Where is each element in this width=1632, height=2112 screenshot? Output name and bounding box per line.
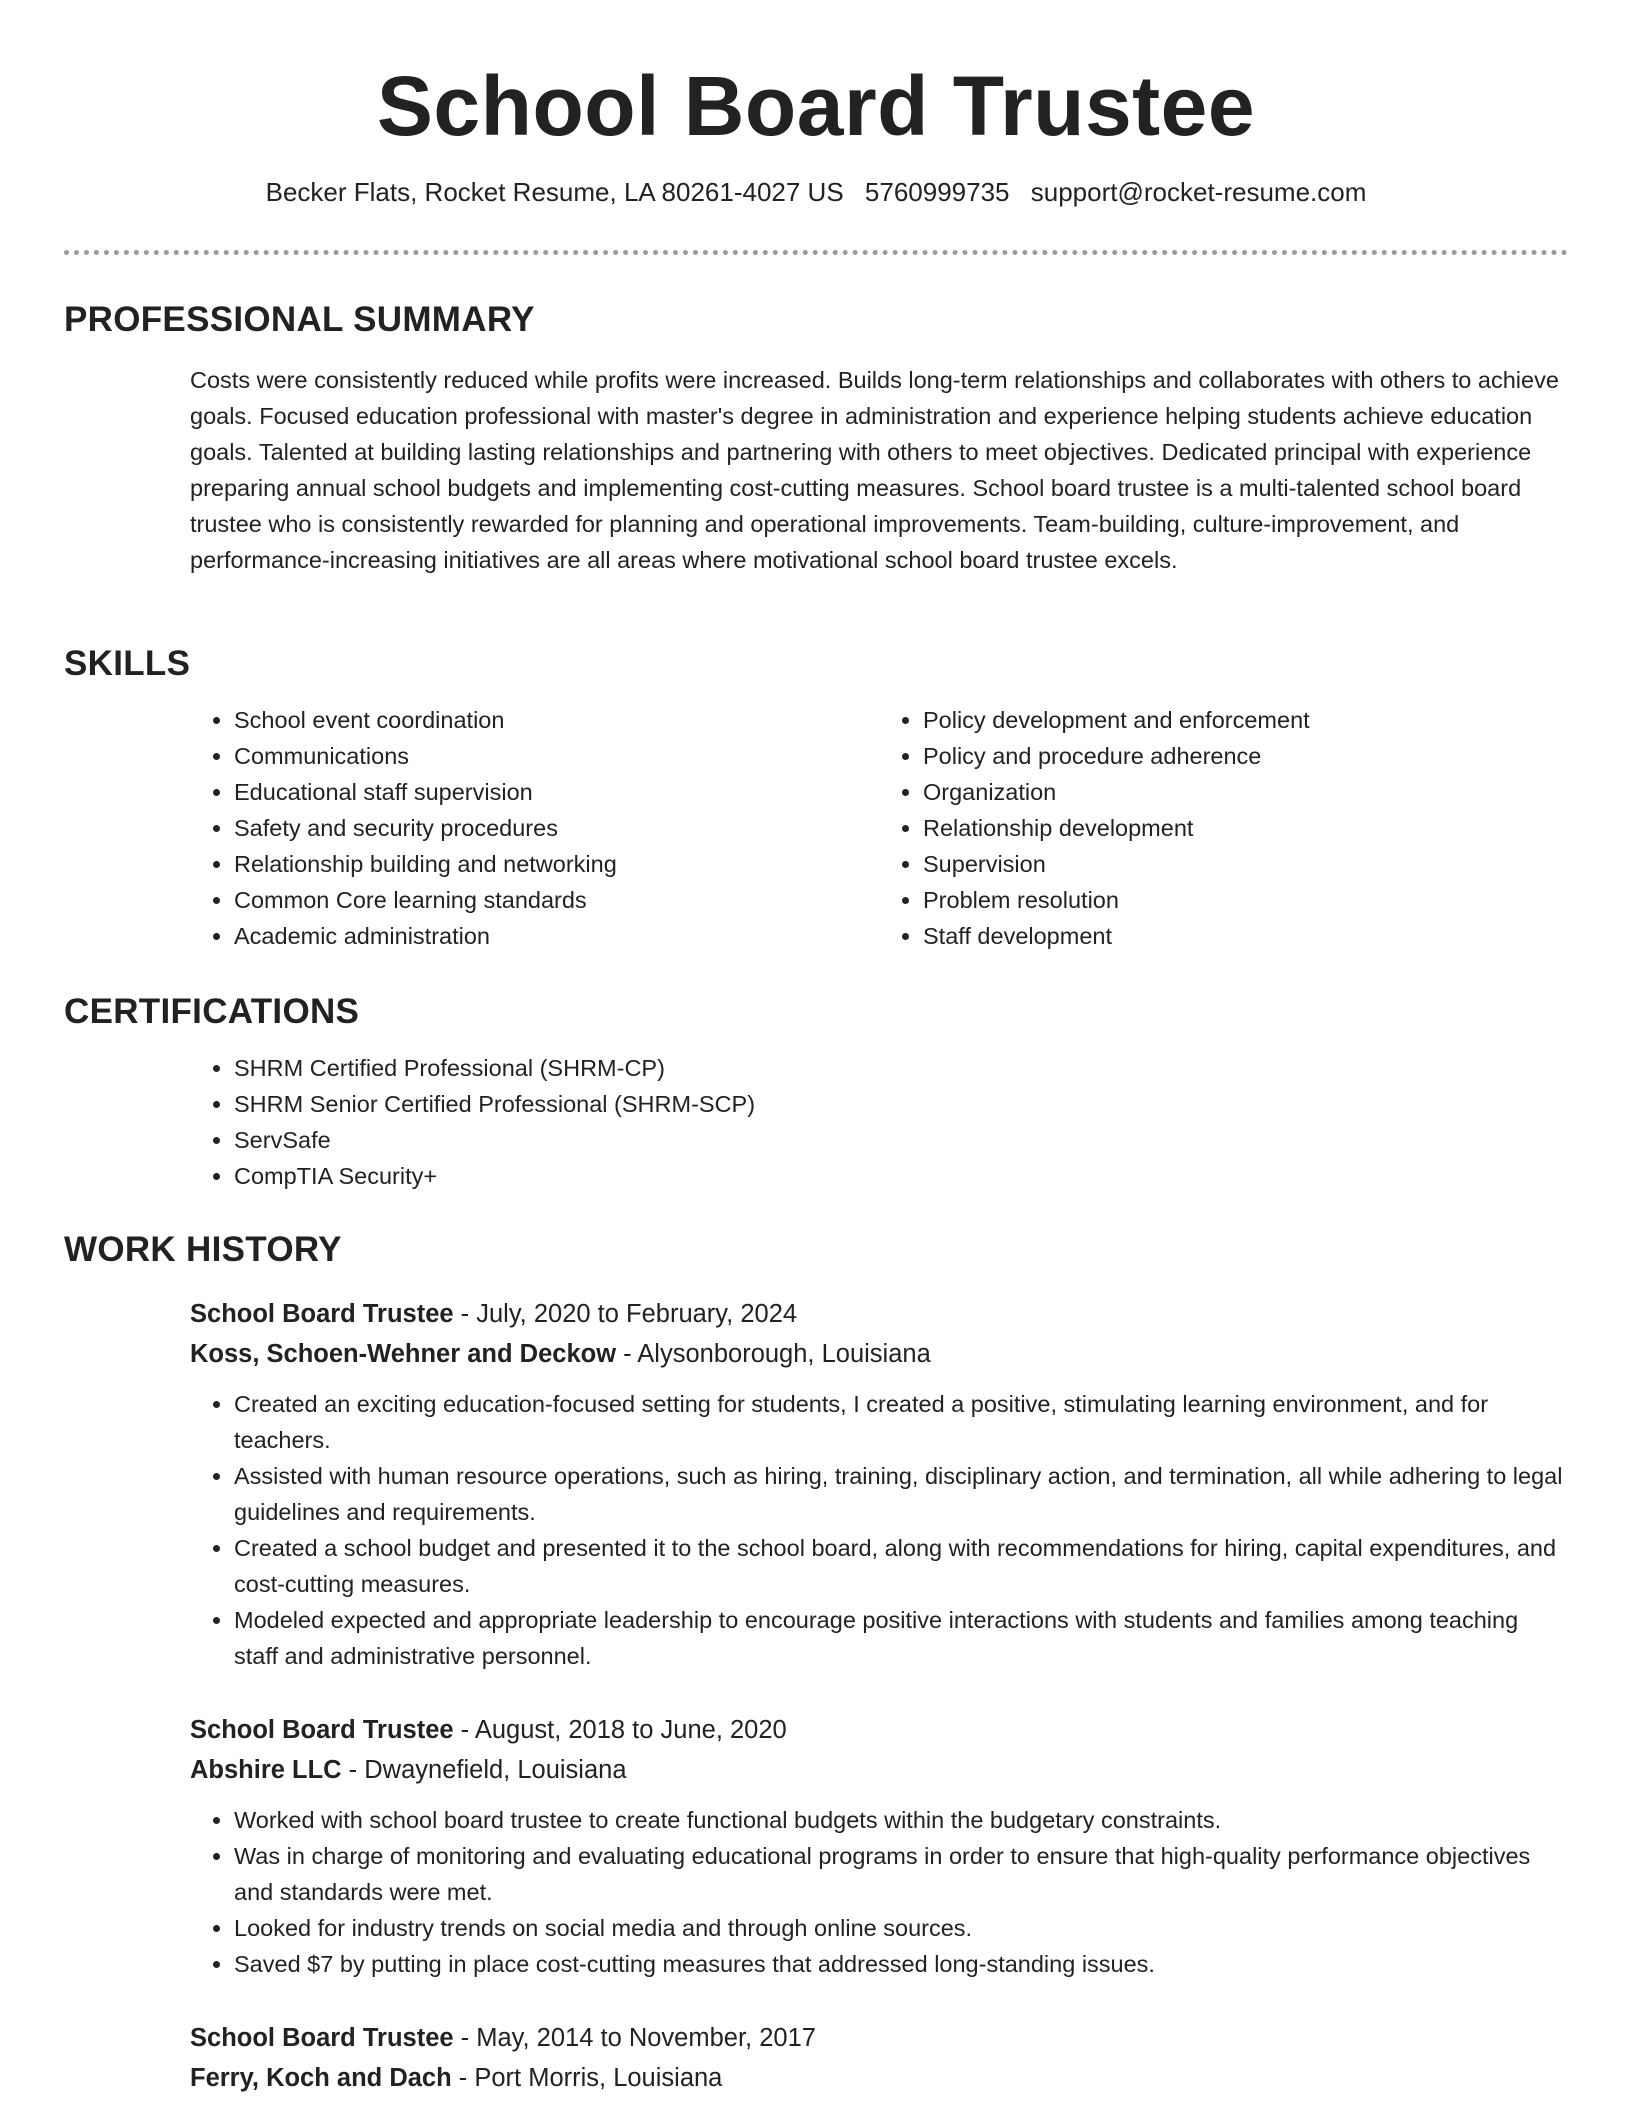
certification-item: • SHRM Certified Professional (SHRM-CP) <box>234 1050 1568 1086</box>
contact-address: Becker Flats, Rocket Resume, LA 80261-4027 US <box>265 177 844 207</box>
job-role: School Board Trustee <box>190 2024 454 2052</box>
candidate-name: School Board Trustee <box>376 59 1256 153</box>
header-divider <box>64 250 1568 255</box>
job-title-line <box>190 1710 1568 1750</box>
skill-item: • Staff development <box>923 918 1568 954</box>
skills-list-right <box>879 702 1568 954</box>
summary-text: Costs were consistently reduced while profits were increased. Builds long-term relationships and collaborates with others to achieve goals. Focused education professional with master's degree in administration and experience helping students achieve education goals. Talented at building lasting relationships and partnering with others to meet objectives. Dedicated principal with experience preparing annual school budgets and implementing cost-cutting measures. School board trustee is a multi-talented school board trustee who is consistently rewarded for planning and operational improvements. Team-building, culture-improvement, and performance-increasing initiatives are all areas where motivational school board trustee excels. <box>190 367 1559 573</box>
job-title-line <box>190 1294 1568 1334</box>
job-bullet: • Created a school budget and presented it to the school board, along with recommendations for hiring, capital expenditures, and cost-cutting measures. <box>234 1530 1568 1602</box>
skills-title: SKILLS <box>64 644 191 683</box>
job-title-line <box>190 2018 1568 2058</box>
contact-line <box>64 176 1568 208</box>
job-company: Ferry, Koch and Dach <box>190 2064 452 2092</box>
job-company: Koss, Schoen-Wehner and Deckow <box>190 1340 617 1368</box>
job-bullet: • Assisted with human resource operations, such as hiring, training, disciplinary action, and termination, all while adhering to legal guidelines and requirements. <box>234 1458 1568 1530</box>
summary-title: PROFESSIONAL SUMMARY <box>64 300 535 339</box>
certification-item: • ServSafe <box>234 1122 1568 1158</box>
skills-section <box>64 642 1568 954</box>
job-company-line <box>190 2058 1568 2098</box>
job-bullet: • Saved $7 by putting in place cost-cutting measures that addressed long-standing issues. <box>234 1946 1568 1982</box>
job-bullet: • Worked with school board trustee to create functional budgets within the budgetary constraints. <box>234 1802 1568 1838</box>
skill-item: • Communications <box>234 738 879 774</box>
job-entry <box>64 2018 1568 2098</box>
work-history-section <box>64 1228 1568 1272</box>
job-dates: - May, 2014 to November, 2017 <box>453 2024 816 2052</box>
job-company: Abshire LLC <box>190 1756 342 1784</box>
job-location: - Alysonborough, Louisiana <box>616 1340 931 1368</box>
skill-item: • Relationship building and networking <box>234 846 879 882</box>
job-dates: - July, 2020 to February, 2024 <box>453 1300 798 1328</box>
certification-item: • SHRM Senior Certified Professional (SHRM-SCP) <box>234 1086 1568 1122</box>
skill-item: • Policy development and enforcement <box>923 702 1568 738</box>
job-location: - Port Morris, Louisiana <box>451 2064 723 2092</box>
job-company-line <box>190 1750 1568 1790</box>
job-bullet: • Looked for industry trends on social media and through online sources. <box>234 1910 1568 1946</box>
job-role: School Board Trustee <box>190 1300 454 1328</box>
skill-item: • Relationship development <box>923 810 1568 846</box>
certifications-list <box>190 1050 1568 1194</box>
work-history-title: WORK HISTORY <box>64 1230 342 1269</box>
job-entry <box>64 1710 1568 1982</box>
job-role: School Board Trustee <box>190 1716 454 1744</box>
skill-item: • Problem resolution <box>923 882 1568 918</box>
certifications-section <box>64 990 1568 1194</box>
certifications-title: CERTIFICATIONS <box>64 992 360 1031</box>
skill-item: • School event coordination <box>234 702 879 738</box>
skill-item: • Supervision <box>923 846 1568 882</box>
skill-item: • Common Core learning standards <box>234 882 879 918</box>
skill-item: • Safety and security procedures <box>234 810 879 846</box>
skill-item: • Educational staff supervision <box>234 774 879 810</box>
certification-item: • CompTIA Security+ <box>234 1158 1568 1194</box>
job-dates: - August, 2018 to June, 2020 <box>453 1716 787 1744</box>
summary-section <box>64 298 1568 578</box>
job-location: - Dwaynefield, Louisiana <box>341 1756 627 1784</box>
skills-list-left <box>190 702 879 954</box>
job-bullet: • Modeled expected and appropriate leadership to encourage positive interactions with students and families among teaching staff and administrative personnel. <box>234 1602 1568 1674</box>
job-bullets <box>190 1802 1568 1982</box>
contact-email: support@rocket-resume.com <box>1030 177 1367 207</box>
contact-phone: 5760999735 <box>864 177 1010 207</box>
resume-page <box>64 0 1568 2092</box>
job-bullet: • Was in charge of monitoring and evaluating educational programs in order to ensure that high-quality performance objectives and standards were met. <box>234 1838 1568 1910</box>
skill-item: • Academic administration <box>234 918 879 954</box>
job-bullets <box>190 1386 1568 1674</box>
job-entry <box>64 1294 1568 1674</box>
job-bullet: • Created an exciting education-focused setting for students, I created a positive, stimulating learning environment, and for teachers. <box>234 1386 1568 1458</box>
skill-item: • Policy and procedure adherence <box>923 738 1568 774</box>
skill-item: • Organization <box>923 774 1568 810</box>
job-company-line <box>190 1334 1568 1374</box>
